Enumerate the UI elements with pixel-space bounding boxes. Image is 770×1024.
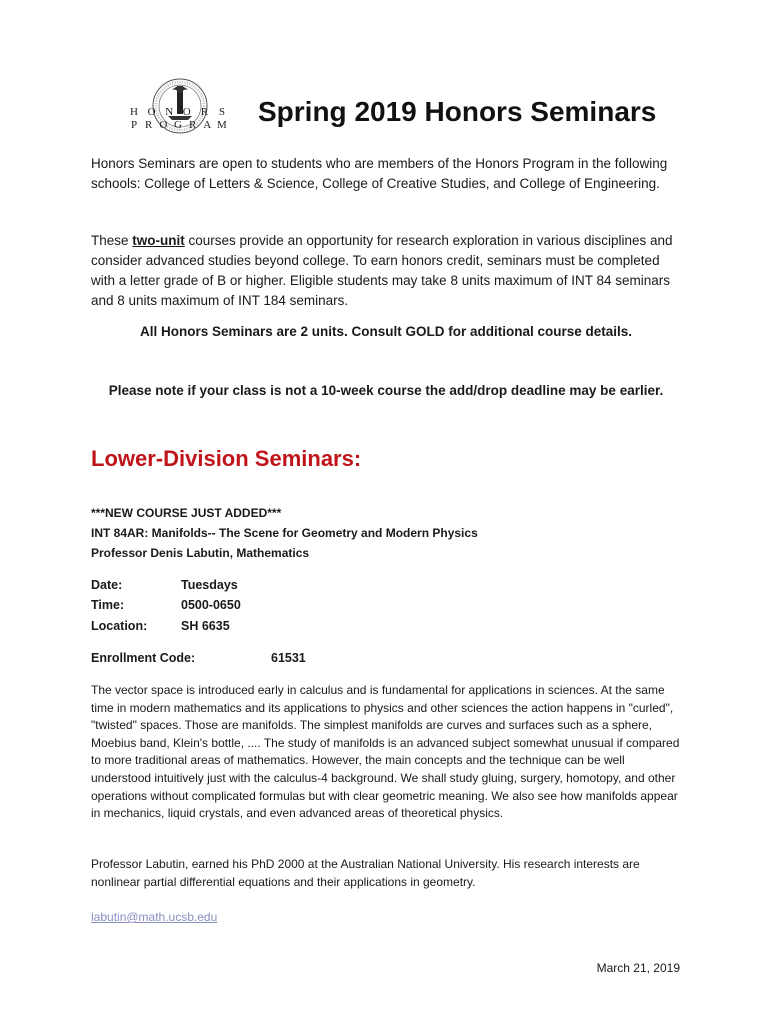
new-course-flag: ***NEW COURSE JUST ADDED*** (91, 506, 282, 520)
logo-letter: G (173, 119, 182, 131)
location-value: SH 6635 (181, 619, 230, 633)
date-label: Date: (91, 578, 123, 592)
units-text-before: These (91, 233, 133, 248)
logo-letter: A (203, 119, 212, 131)
logo-letter: S (218, 106, 226, 118)
logo-letter: O (159, 119, 168, 131)
logo-letter: M (217, 119, 227, 131)
professor-bio: Professor Labutin, earned his PhD 2000 at the Australian National University. His research interests are nonlinear partial differential equations and their applications in geometry. (91, 857, 640, 889)
honors-program-logo (128, 76, 228, 144)
location-row (91, 619, 230, 633)
units-paragraph (91, 231, 681, 311)
section-heading: Lower-Division Seminars: (91, 446, 362, 471)
two-unit-emphasis: two-unit (132, 233, 185, 248)
add-drop-notice: Please note if your class is not a 10-week course the add/drop deadline may be earlier. (108, 383, 664, 398)
logo-letter: O (147, 106, 156, 118)
logo-letter: N (165, 106, 174, 118)
date-row (91, 578, 238, 592)
course-description: The vector space is introduced early in calculus and is fundamental for applications in sciences. At the same time in modern mathematics and its applications to physics and other sciences the action happens in "curled", "twisted" spaces. Those are manifolds. The simplest manifolds are curves and surfaces such as a sphere, Moebius band, Klein's bottle, .... The study of manifolds is an advanced subject somewhat unusual if compared to more traditional areas of mathematics. However, the main concepts and the technique can be well understood intuitively just with the calculus-4 background. We shall study gluing, surgery, homotopy, and other operations without complicated formulas but with clear geometric meaning. We also see how manifolds appear in mechanics, liquid crystals, and even advanced areas of theoretical physics. (91, 683, 680, 821)
location-label: Location: (91, 619, 148, 633)
logo-letter: H (130, 106, 138, 118)
enrollment-code: 61531 (271, 651, 306, 665)
email-link[interactable]: labutin@math.ucsb.edu (91, 910, 218, 924)
date-value: Tuesdays (181, 578, 238, 592)
course-title: INT 84AR: Manifolds-- The Scene for Geometry and Modern Physics (91, 526, 478, 540)
logo-letter: R (144, 119, 153, 131)
time-value: 0500-0650 (181, 598, 241, 612)
logo-letter: P (130, 119, 138, 131)
footer-date: March 21, 2019 (596, 961, 680, 975)
enrollment-label: Enrollment Code: (91, 651, 196, 665)
course-professor: Professor Denis Labutin, Mathematics (91, 546, 310, 560)
units-notice: All Honors Seminars are 2 units. Consult GOLD for additional course details. (139, 324, 633, 339)
time-row (91, 598, 241, 612)
logo-word-honors (128, 106, 228, 118)
logo-letter: R (200, 106, 209, 118)
time-label: Time: (91, 598, 125, 612)
logo-letter: R (188, 119, 197, 131)
units-text-after: courses provide an opportunity for research exploration in various disciplines and consider advanced studies beyond college. To earn honors credit, seminars must be completed with a letter grade of B or higher. Eligible students may take 8 units maximum of INT 84 seminars and 8 units maximum of INT 184 seminars. (91, 233, 673, 308)
logo-letter: O (182, 106, 191, 118)
logo-word-program (128, 119, 228, 131)
enrollment-row (91, 651, 306, 665)
intro-paragraph: Honors Seminars are open to students who are members of the Honors Program in the following schools: College of Letters & Science, College of Creative Studies, and College of Engineering. (91, 156, 668, 191)
page-title: Spring 2019 Honors Seminars (258, 96, 657, 127)
